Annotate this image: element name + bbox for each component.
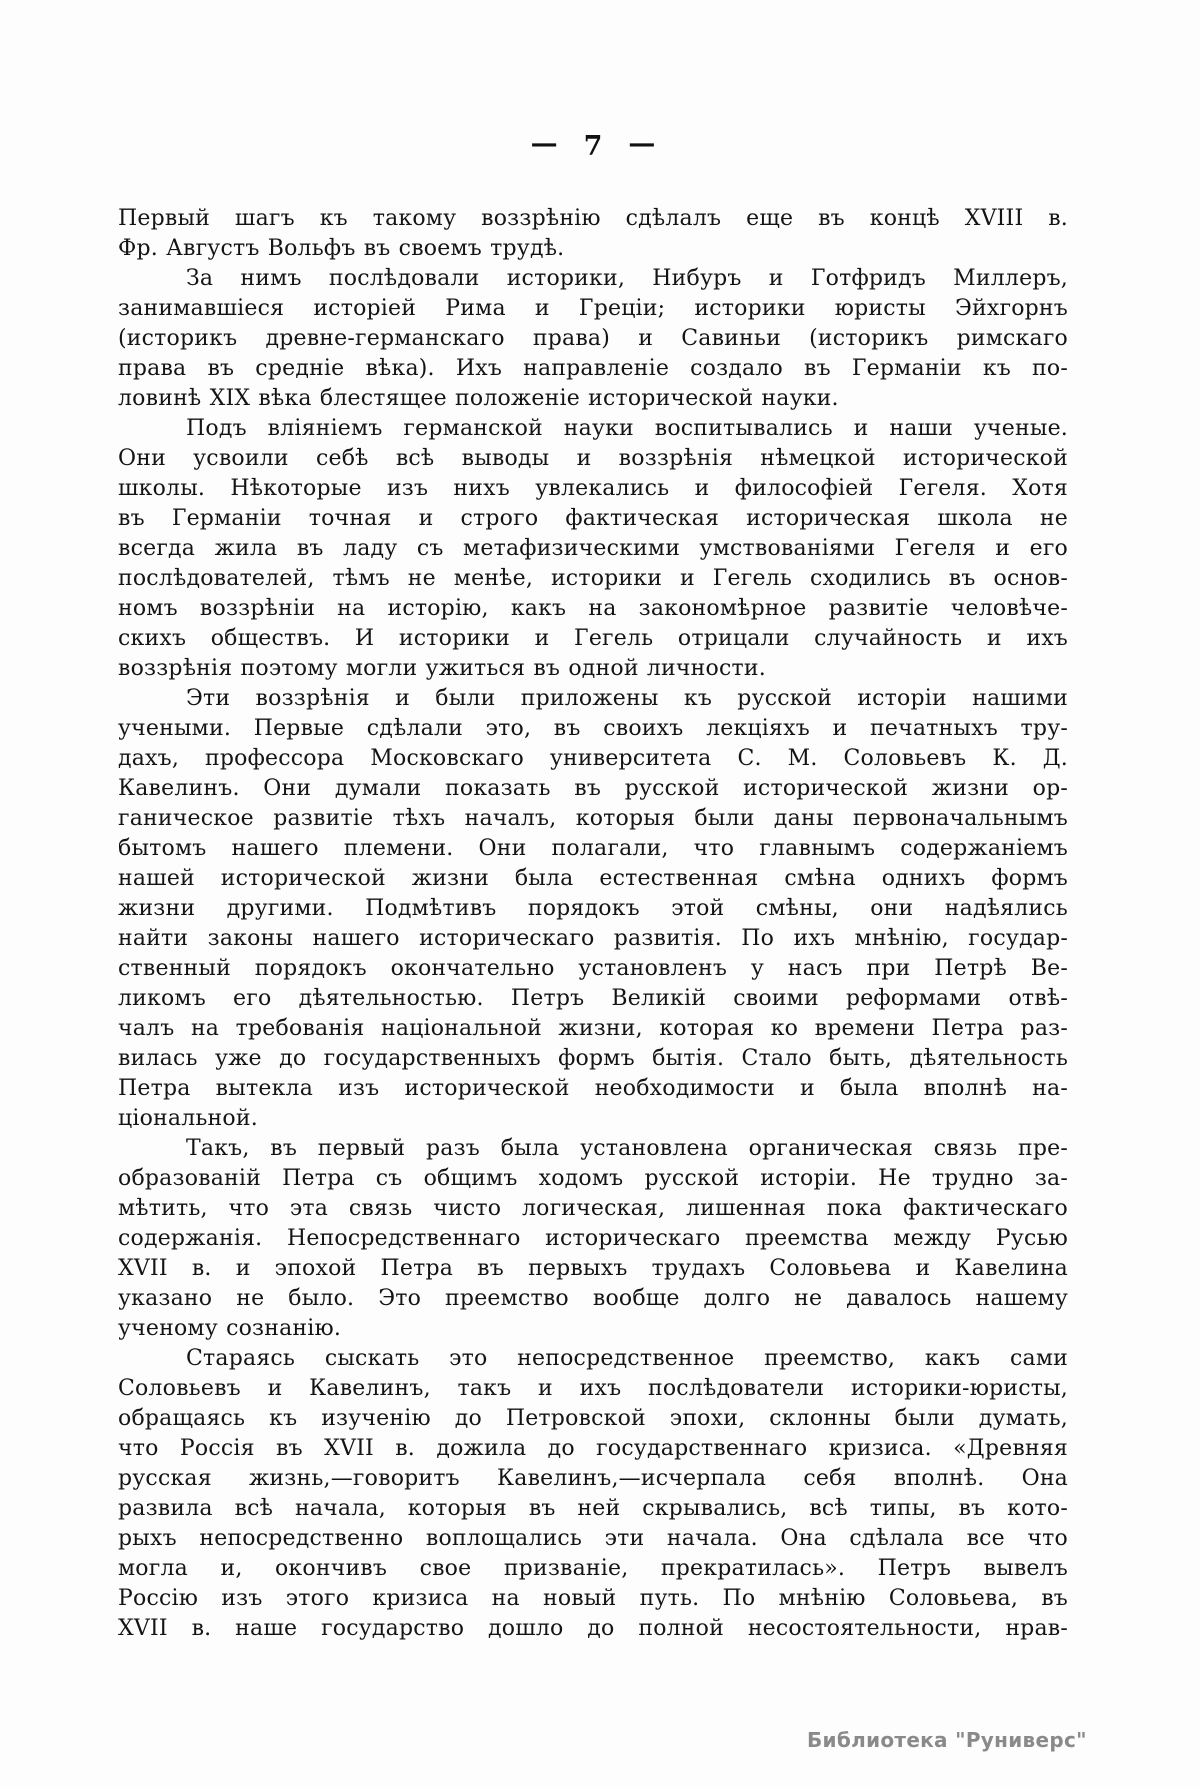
text-line: Стараясь сыскать это непосредственное преемство, какъ сами [186,1346,1068,1371]
text-line: ганическое развитіе тѣхъ началъ, которыя были даны первоначальнымъ [118,806,1068,831]
text-line: указано не было. Это преемство вообще долго не давалось нашему [118,1286,1068,1311]
text-line: могла и, окончивъ свое призваніе, прекратилась». Петръ вывелъ [118,1556,1068,1581]
text-line: учеными. Первые сдѣлали это, въ своихъ лекціяхъ и печатныхъ тру- [118,716,1068,741]
library-watermark: Библиотека "Руниверс" [807,1728,1087,1752]
text-line: XVII в. наше государство дошло до полной несостоятельности, нрав- [118,1616,1068,1641]
header-right-dash: — [628,128,656,159]
text-line: послѣдователей, тѣмъ не менѣе, историки и Гегель сходились въ основ- [118,566,1068,591]
text-line: что Россія въ XVII в. дожила до государственнаго кризиса. «Древняя [118,1436,1068,1461]
paragraph [118,264,1068,414]
text-line: всегда жила въ ладу съ метафизическими умствованіями Гегеля и его [118,536,1068,561]
header-left-dash: — [530,128,558,159]
text-line: Они усвоили себѣ всѣ выводы и воззрѣнія нѣмецкой исторической [118,446,1068,471]
text-line: русская жизнь,—говоритъ Кавелинъ,—исчерпала себя вполнѣ. Она [118,1466,1068,1491]
paragraph [118,414,1068,684]
text-line: Эти воззрѣнія и были приложены къ русской исторіи нашими [186,686,1068,711]
text-line: номъ воззрѣніи на исторію, какъ на закономѣрное развитіе человѣче- [118,596,1068,621]
text-line: мѣтить, что эта связь чисто логическая, лишенная пока фактическаго [118,1196,1068,1221]
page-number: 7 [583,131,603,162]
paragraph [118,204,1068,264]
text-line: Такъ, въ первый разъ была установлена органическая связь пре- [186,1136,1068,1161]
text-line: Подъ вліяніемъ германской науки воспитывались и наши ученые. [186,416,1068,441]
text-line: нашей исторической жизни была естественная смѣна однихъ формъ [118,866,1068,891]
text-line: занимавшіеся исторіей Рима и Греціи; историки юристы Эйхгорнъ [118,296,1068,321]
text-line: обращаясь къ изученію до Петровской эпохи, склонны были думать, [118,1406,1068,1431]
text-line: чалъ на требованія національной жизни, которая ко времени Петра раз- [118,1016,1068,1041]
text-line: жизни другими. Подмѣтивъ порядокъ этой смѣны, они надѣялись [118,896,1068,921]
text-line: воззрѣнія поэтому могли ужиться въ одной личности. [118,656,766,681]
text-line: Россію изъ этого кризиса на новый путь. По мнѣнію Соловьева, въ [118,1586,1068,1611]
text-line: ликомъ его дѣятельностью. Петръ Великій своими реформами отвѣ- [118,986,1068,1011]
text-line: школы. Нѣкоторые изъ нихъ увлекались и философіей Гегеля. Хотя [118,476,1068,501]
text-line: ученому сознанію. [118,1316,342,1341]
text-line: найти законы нашего историческаго развитія. По ихъ мнѣнію, государ- [118,926,1068,951]
text-line: ціональной. [118,1106,258,1131]
text-line: скихъ обществъ. И историки и Гегель отрицали случайность и ихъ [118,626,1068,651]
text-line: образованій Петра съ общимъ ходомъ русской исторіи. Не трудно за- [118,1166,1068,1191]
text-line: XVII в. и эпохой Петра въ первыхъ трудахъ Соловьева и Кавелина [118,1256,1068,1281]
text-line: Соловьевъ и Кавелинъ, такъ и ихъ послѣдователи историки-юристы, [118,1376,1068,1401]
text-line: въ Германіи точная и строго фактическая историческая школа не [118,506,1068,531]
text-line: развила всѣ начала, которыя въ ней скрывались, всѣ типы, въ кото- [118,1496,1068,1521]
text-line: За нимъ послѣдовали историки, Нибуръ и Готфридъ Миллеръ, [186,266,1068,291]
text-line: Первый шагъ къ такому воззрѣнію сдѣлалъ еще въ концѣ XVIII в. [118,206,1068,231]
paragraph [118,1134,1068,1344]
page-header [118,128,1068,162]
text-line: рыхъ непосредственно воплощались эти начала. Она сдѣлала все что [118,1526,1068,1551]
text-block [118,204,1068,1644]
text-line: ловинѣ XIX вѣка блестящее положеніе исторической науки. [118,386,839,411]
paragraph [118,684,1068,1134]
text-line: Кавелинъ. Они думали показать въ русской исторической жизни ор- [118,776,1068,801]
text-line: вилась уже до государственныхъ формъ бытія. Стало быть, дѣятельность [118,1046,1068,1071]
text-line: содержанія. Непосредственнаго историческаго преемства между Русью [118,1226,1068,1251]
paragraph [118,1344,1068,1644]
text-line: Петра вытекла изъ исторической необходимости и была вполнѣ на- [118,1076,1068,1101]
text-line: ственный порядокъ окончательно установленъ у насъ при Петрѣ Ве- [118,956,1068,981]
text-line: дахъ, профессора Московскаго университета С. М. Соловьевъ К. Д. [118,746,1068,771]
text-line: Фр. Августъ Вольфъ въ своемъ трудѣ. [118,236,565,261]
text-line: права въ средніе вѣка). Ихъ направленіе создало въ Германіи къ по- [118,356,1068,381]
text-line: (историкъ древне-германскаго права) и Савиньи (историкъ римскаго [118,326,1068,351]
text-line: бытомъ нашего племени. Они полагали, что главнымъ содержаніемъ [118,836,1068,861]
